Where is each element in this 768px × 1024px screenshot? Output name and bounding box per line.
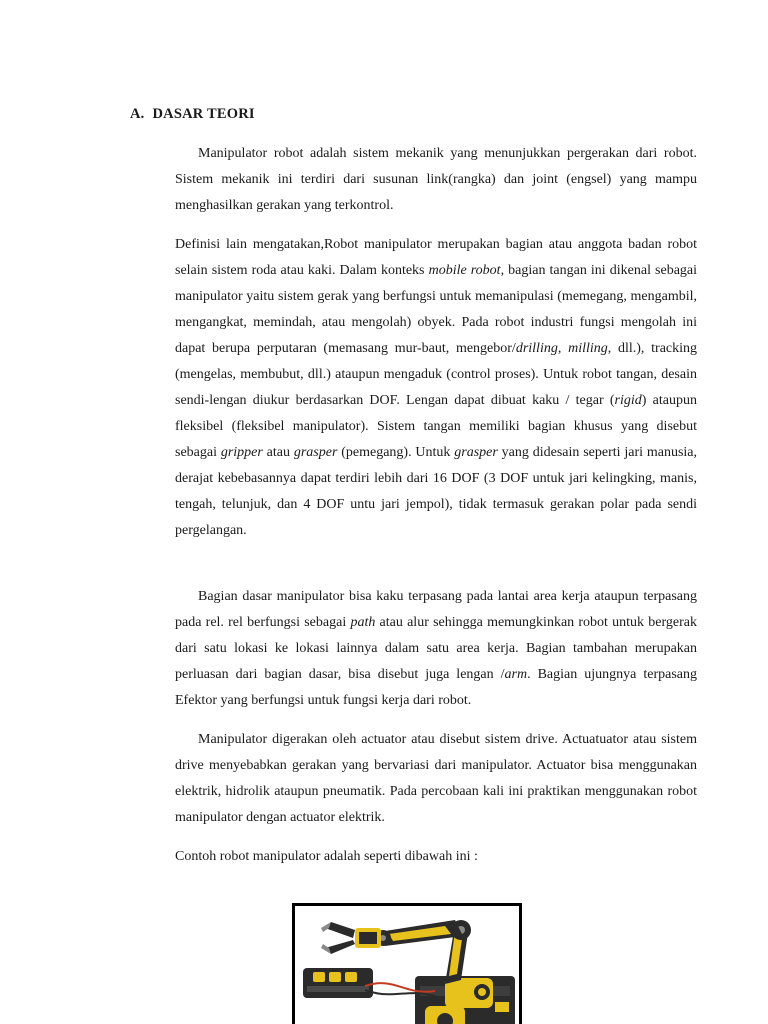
text-segment: . Bagian ujungnya terpasang Efektor yang berfungsi untuk fungsi kerja dari robot. [175,667,697,708]
text-segment: ) ataupun fleksibel (fleksibel manipulator). Sistem tangan memiliki bagian khusus yang disebut sebagai [175,393,698,460]
text-segment: , [557,341,569,356]
paragraph-actuator: Manipulator digerakan oleh actuator atau disebut sistem drive. Actuatuator atau sistem drive menyebabkan gerakan yang bervariasi dari manipulator. Actuator bisa menggunakan elektrik, hidrolik ataupun pneumatik. Pada percobaan kali ini praktikan menggunakan robot manipulator dengan actuator elektrik. [175,732,697,825]
paragraph-manipulator-base [175,584,697,714]
section-title: DASAR TEORI [152,106,255,122]
italic-term: grasper [454,445,498,460]
section-heading [130,106,255,123]
text-segment: yang didesain seperti jari manusia, derajat kebebasannya dapat terdiri lebih dari 16 DOF (3 DOF untuk jari kelingking, manis, tengah, telunjuk, dan 4 DOF untu jari jempol), tidak termasuk gerakan polar pada sendi pergelangan. [175,445,698,538]
italic-term: arm [504,667,528,682]
italic-term: grasper [293,445,338,460]
italic-term: mobile robot [428,263,501,278]
text-segment: atau alur sehingga memungkinkan robot untuk bergerak dari satu lokasi ke lokasi lainnya dalam satu area kerja. Bagian tambahan merupakan perluasan dari bagian dasar, bisa disebut juga lengan / [175,615,697,682]
paragraph-alternative-definition [175,232,697,544]
text-segment: (pemegang). Untuk [337,445,455,460]
section-number: A. [130,106,145,122]
italic-term: drilling [515,341,558,356]
text-segment: , bagian tangan ini dikenal sebagai manipulator yaitu sistem gerak yang berfungsi untuk memanipulasi (memegang, mengambil, mengangkat, memindah, atau mengolah) obyek. Pada robot industri fungsi mengolah ini dapat berupa perputaran (memasang mur-baut, mengebor/ [175,263,698,356]
italic-term: rigid [614,393,642,408]
text-segment: Definisi lain mengatakan,Robot manipulator merupakan bagian atau anggota badan robot selain sistem roda atau kaki. Dalam konteks [175,237,697,278]
italic-term: gripper [220,445,263,460]
paragraph-manipulator-definition: Manipulator robot adalah sistem mekanik yang menunjukkan pergerakan dari robot. Sistem mekanik ini terdiri dari susunan link(rangka) dan joint (engsel) yang mampu menghasilkan gerakan yang terkontrol. [175,146,697,213]
paragraph-example-intro: Contoh robot manipulator adalah seperti dibawah ini : [175,849,478,864]
robot-arm-photo-icon [295,906,519,1024]
robot-arm-figure [292,903,522,1024]
text-segment: , dll.), tracking (mengelas, membubut, dll.) ataupun mengaduk (control proses). Untuk robot tangan, desain sendi-lengan diukur berdasarkan DOF. Lengan dapat dibuat kaku / tegar ( [175,341,698,408]
text-segment: atau [262,445,294,460]
italic-term: path [350,615,376,630]
italic-term: milling [568,341,608,356]
text-segment: Bagian dasar manipulator bisa kaku terpasang pada lantai area kerja ataupun terpasang pada rel. rel berfungsi sebagai [175,589,697,630]
